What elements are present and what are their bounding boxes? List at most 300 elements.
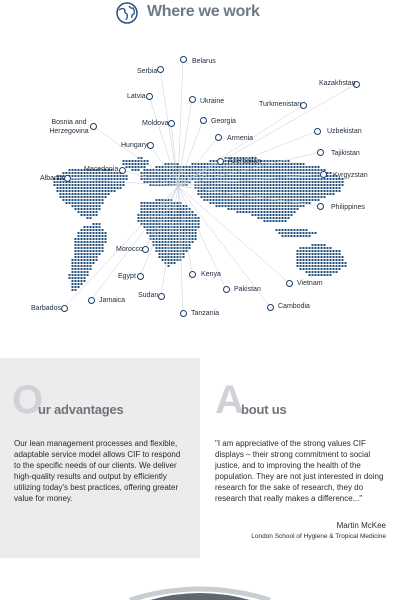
map-dot [297,262,299,264]
map-dot [168,163,170,165]
map-dot [177,253,179,255]
map-dot [228,184,230,186]
map-dot [207,175,209,177]
map-dot [201,193,203,195]
map-dot [165,241,167,243]
map-dot [225,169,227,171]
map-dot [279,169,281,171]
map-dot [300,178,302,180]
map-dot [252,172,254,174]
map-dot [222,172,224,174]
map-dot [237,178,239,180]
map-dot [255,181,257,183]
map-dot [84,214,86,216]
map-dot [270,211,272,213]
map-dot [198,220,200,222]
map-dot [252,187,254,189]
map-dot [81,208,83,210]
map-dot [312,172,314,174]
map-dot [195,232,197,234]
map-dot [153,229,155,231]
map-dot [90,241,92,243]
map-dot [171,241,173,243]
map-dot [282,178,284,180]
map-dot [264,160,266,162]
map-dot [162,253,164,255]
map-dot [288,217,290,219]
map-dot [180,238,182,240]
map-dot [240,190,242,192]
map-dot [282,202,284,204]
map-dot [264,181,266,183]
map-dot [327,193,329,195]
map-dot [141,166,143,168]
map-dot [81,199,83,201]
map-dot [306,184,308,186]
map-dot [204,163,206,165]
map-dot [279,232,281,234]
map-dot [231,199,233,201]
map-dot [285,175,287,177]
map-dot [309,187,311,189]
map-dot [324,187,326,189]
map-dot [177,163,179,165]
map-dot [66,193,68,195]
map-dot [111,187,113,189]
map-dot [243,193,245,195]
map-dot [75,241,77,243]
map-dot [306,196,308,198]
map-dot [78,241,80,243]
country-label-moldova: Moldova [142,120,169,127]
country-label-sudan: Sudan [138,292,159,299]
map-dot [165,232,167,234]
map-dot [330,181,332,183]
map-dot [120,184,122,186]
map-dot [90,205,92,207]
map-dot [177,226,179,228]
map-dot [252,166,254,168]
map-dot [276,181,278,183]
map-dot [195,214,197,216]
map-dot [96,241,98,243]
map-dot [306,202,308,204]
map-dot [168,232,170,234]
map-dot [297,205,299,207]
map-dot [318,250,320,252]
map-dot [240,166,242,168]
map-dot [84,235,86,237]
map-dot [264,184,266,186]
map-dot [177,214,179,216]
map-dot [270,193,272,195]
map-dot [279,190,281,192]
map-dot [225,163,227,165]
map-dot [96,244,98,246]
map-dot [285,202,287,204]
map-dot [72,268,74,270]
map-dot [237,199,239,201]
map-dot [267,214,269,216]
map-dot [291,190,293,192]
map-dot [102,202,104,204]
map-dot [93,232,95,234]
map-dot [309,190,311,192]
map-dot [132,166,134,168]
map-dot [318,274,320,276]
map-dot [78,196,80,198]
map-dot [165,220,167,222]
map-dot [84,181,86,183]
map-dot [150,175,152,177]
map-dot [261,199,263,201]
map-dot [282,220,284,222]
map-dot [78,238,80,240]
map-dot [288,235,290,237]
map-dot [285,169,287,171]
map-dot [315,247,317,249]
map-dot [318,256,320,258]
map-dot [276,205,278,207]
map-dot [321,250,323,252]
map-dot [162,172,164,174]
map-dot [90,262,92,264]
map-dot [231,178,233,180]
map-dot [267,160,269,162]
map-dot [177,211,179,213]
map-dot [324,253,326,255]
country-label-jamaica: Jamaica [99,297,126,304]
map-dot [159,217,161,219]
map-dot [252,190,254,192]
map-dot [141,163,143,165]
map-dot [294,193,296,195]
map-dot [174,247,176,249]
map-dot [246,211,248,213]
map-dot [273,202,275,204]
map-dot [270,166,272,168]
map-dot [90,232,92,234]
map-dot [135,163,137,165]
map-dot [96,226,98,228]
map-dot [246,184,248,186]
map-dot [315,184,317,186]
map-dot [159,166,161,168]
map-dot [81,175,83,177]
map-dot [255,208,257,210]
map-dot [237,208,239,210]
map-dot [153,220,155,222]
map-dot [333,271,335,273]
country-label-vietnam: Vietnam [297,280,323,287]
map-dot [144,169,146,171]
map-dot [138,214,140,216]
map-dot [165,238,167,240]
map-dot [327,259,329,261]
map-dot [267,205,269,207]
map-dot [93,262,95,264]
map-dot [246,175,248,177]
map-dot [141,208,143,210]
map-dot [186,226,188,228]
map-dot [87,256,89,258]
map-dot [84,211,86,213]
map-dot [279,229,281,231]
map-dot [54,184,56,186]
map-dot [102,235,104,237]
map-dot [312,193,314,195]
map-dot [177,232,179,234]
map-dot [144,172,146,174]
map-dot [105,178,107,180]
map-dot [264,175,266,177]
map-dot [249,187,251,189]
map-dot [99,223,101,225]
map-dot [279,187,281,189]
map-dot [84,274,86,276]
map-dot [69,169,71,171]
map-dot [186,208,188,210]
map-dot [69,184,71,186]
testimonial-organization: London School of Hygiene & Tropical Medicine [251,533,386,540]
map-dot [321,274,323,276]
map-dot [276,217,278,219]
map-dot [342,256,344,258]
map-dot [330,274,332,276]
map-dot [78,211,80,213]
map-dot [240,178,242,180]
map-dot [339,187,341,189]
map-dot [285,220,287,222]
map-dot [318,262,320,264]
map-dot [93,199,95,201]
map-dot [78,193,80,195]
map-dot [300,253,302,255]
map-dot [180,241,182,243]
map-dot [336,256,338,258]
map-dot [312,232,314,234]
map-dot [285,196,287,198]
map-dot [156,202,158,204]
map-dot [75,178,77,180]
map-dot [222,181,224,183]
map-dot [189,241,191,243]
map-dot [324,259,326,261]
map-dot [282,208,284,210]
map-dot [198,223,200,225]
map-dot [87,238,89,240]
map-dot [225,172,227,174]
map-dot [261,208,263,210]
map-dot [87,181,89,183]
map-dot [87,199,89,201]
map-dot [303,193,305,195]
map-dot [90,175,92,177]
map-dot [288,178,290,180]
map-dot [336,190,338,192]
map-dot [294,229,296,231]
map-dot [126,175,128,177]
map-dot [90,196,92,198]
map-dot [72,274,74,276]
map-dot [183,232,185,234]
map-dot [264,208,266,210]
map-dot [105,193,107,195]
map-dot [312,271,314,273]
map-dot [285,172,287,174]
map-dot [129,160,131,162]
map-dot [120,187,122,189]
map-dot [174,229,176,231]
location-pin-latvia [146,93,153,100]
map-dot [234,187,236,189]
map-dot [186,172,188,174]
map-dot [330,172,332,174]
map-dot [210,181,212,183]
map-dot [156,247,158,249]
about-panel [201,358,400,558]
map-dot [144,205,146,207]
map-dot [306,271,308,273]
map-dot [84,199,86,201]
map-dot [261,175,263,177]
map-dot [225,175,227,177]
map-dot [267,184,269,186]
map-dot [288,187,290,189]
map-dot [273,220,275,222]
map-dot [303,268,305,270]
map-dot [99,241,101,243]
map-dot [204,166,206,168]
map-dot [96,196,98,198]
map-dot [213,178,215,180]
map-dot [294,235,296,237]
country-label-kazakhstan: Kazakhstan [319,80,356,87]
map-dot [162,208,164,210]
map-dot [222,169,224,171]
map-dot [318,247,320,249]
map-dot [198,163,200,165]
map-dot [186,178,188,180]
map-dot [249,175,251,177]
map-dot [147,178,149,180]
map-dot [318,190,320,192]
map-dot [333,253,335,255]
map-dot [78,232,80,234]
map-dot [264,214,266,216]
map-dot [96,199,98,201]
map-dot [165,226,167,228]
map-dot [324,250,326,252]
map-dot [312,274,314,276]
map-dot [84,226,86,228]
map-dot [321,196,323,198]
map-dot [294,178,296,180]
map-dot [93,193,95,195]
map-dot [321,193,323,195]
map-dot [186,250,188,252]
map-dot [90,187,92,189]
map-dot [93,241,95,243]
map-dot [267,190,269,192]
map-dot [312,178,314,180]
map-dot [90,217,92,219]
map-dot [150,169,152,171]
map-dot [93,184,95,186]
map-dot [144,166,146,168]
map-dot [99,208,101,210]
map-dot [240,211,242,213]
map-dot [72,280,74,282]
map-dot [72,199,74,201]
map-dot [324,271,326,273]
map-dot [216,184,218,186]
map-dot [297,259,299,261]
map-dot [66,190,68,192]
map-dot [174,250,176,252]
map-dot [159,175,161,177]
map-dot [279,205,281,207]
map-dot [297,193,299,195]
map-dot [147,214,149,216]
map-dot [300,265,302,267]
map-dot [90,211,92,213]
map-dot [222,187,224,189]
map-dot [90,184,92,186]
map-dot [192,232,194,234]
map-dot [228,196,230,198]
map-dot [291,172,293,174]
map-dot [153,223,155,225]
map-dot [153,205,155,207]
location-pin-belarus [180,56,187,63]
map-dot [234,196,236,198]
country-label-egypt: Egypt [118,273,136,280]
map-dot [270,175,272,177]
map-dot [264,199,266,201]
map-dot [84,205,86,207]
country-label-uzbekistan: Uzbekistan [327,128,362,135]
map-dot [285,211,287,213]
map-dot [222,196,224,198]
map-dot [63,190,65,192]
map-dot [84,268,86,270]
map-dot [171,214,173,216]
map-dot [306,250,308,252]
map-dot [258,217,260,219]
map-dot [123,178,125,180]
map-dot [90,181,92,183]
map-dot [276,163,278,165]
map-dot [108,190,110,192]
map-dot [312,250,314,252]
location-pin-jamaica [88,297,95,304]
map-dot [177,202,179,204]
map-dot [81,280,83,282]
map-dot [312,184,314,186]
map-dot [327,271,329,273]
map-dot [291,235,293,237]
map-dot [99,247,101,249]
map-dot [339,256,341,258]
map-dot [78,250,80,252]
map-dot [87,229,89,231]
map-dot [93,244,95,246]
map-dot [78,199,80,201]
map-dot [75,208,77,210]
map-dot [267,211,269,213]
map-dot [153,235,155,237]
